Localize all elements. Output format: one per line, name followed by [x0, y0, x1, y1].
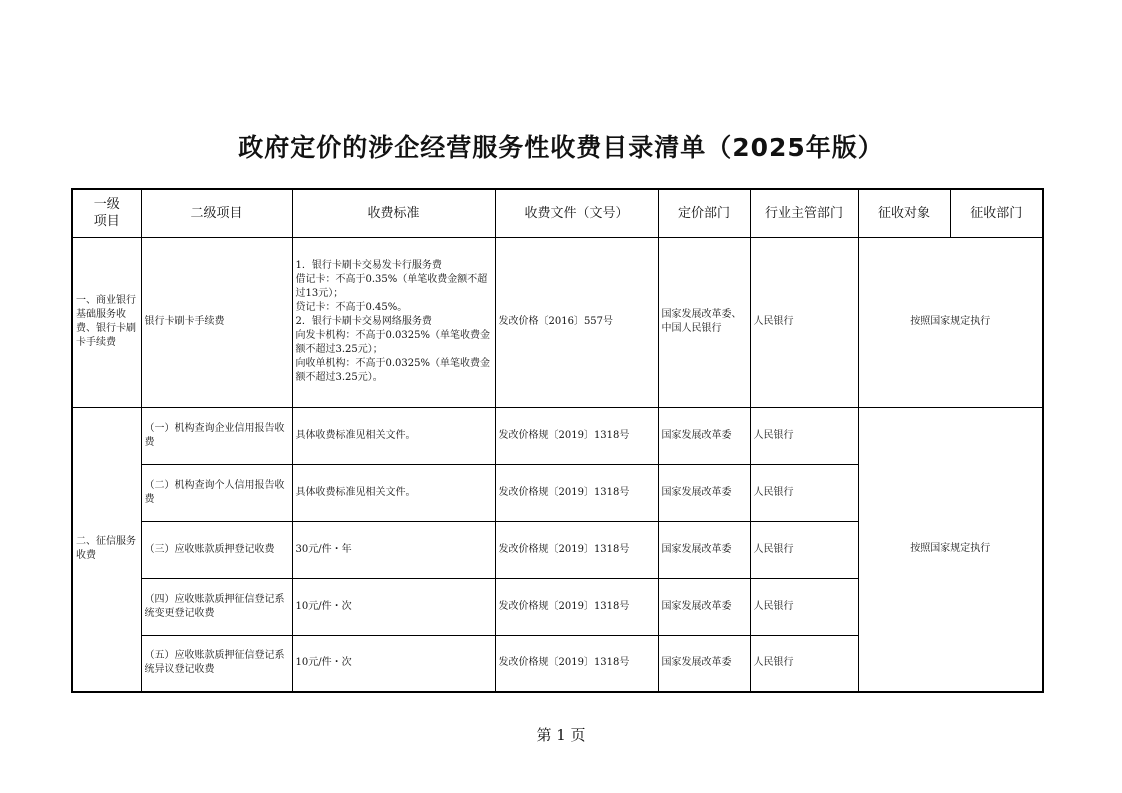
section2-level1: 二、征信服务收费	[72, 407, 141, 692]
row-level2: （五）应收账款质押征信登记系统异议登记收费	[141, 635, 292, 692]
row-level2: （三）应收账款质押登记收费	[141, 521, 292, 578]
standard-line: 借记卡：不高于0.35%（单笔收费金额不超过13元）；	[295, 274, 488, 299]
row-standard: 具体收费标准见相关文件。	[292, 464, 495, 521]
header-level1-text: 一级 项目	[93, 197, 120, 230]
row-document: 发改价格规〔2019〕1318号	[495, 407, 658, 464]
row-industry-dept: 人民银行	[750, 464, 858, 521]
row-level2: （一）机构查询企业信用报告收费	[141, 407, 292, 464]
section2-collect: 按照国家规定执行	[858, 407, 1043, 692]
section1-document: 发改价格〔2016〕557号	[495, 237, 658, 407]
row-pricing-dept: 国家发展改革委	[658, 635, 750, 692]
row-level2: （二）机构查询个人信用报告收费	[141, 464, 292, 521]
table-header-row	[72, 189, 1043, 237]
row-pricing-dept: 国家发展改革委	[658, 464, 750, 521]
standard-line: 向发卡机构：不高于0.0325%（单笔收费金额不超过3.25元）；	[295, 330, 490, 355]
header-level2: 二级项目	[141, 189, 292, 237]
row-document: 发改价格规〔2019〕1318号	[495, 578, 658, 635]
row-standard: 30元/件・年	[292, 521, 495, 578]
header-industry-dept: 行业主管部门	[750, 189, 858, 237]
row-pricing-dept: 国家发展改革委	[658, 578, 750, 635]
page-title: 政府定价的涉企经营服务性收费目录清单（2025年版）	[238, 133, 884, 162]
header-standard: 收费标准	[292, 189, 495, 237]
row-pricing-dept: 国家发展改革委	[658, 521, 750, 578]
row-standard: 10元/件・次	[292, 635, 495, 692]
page-number: 第 1 页	[536, 726, 586, 744]
section1-level1: 一、商业银行基础服务收费、银行卡刷卡手续费	[72, 237, 141, 407]
table-row	[72, 237, 1043, 407]
standard-line: 1．银行卡刷卡交易发卡行服务费	[295, 260, 442, 271]
row-industry-dept: 人民银行	[750, 407, 858, 464]
row-industry-dept: 人民银行	[750, 521, 858, 578]
row-standard: 10元/件・次	[292, 578, 495, 635]
standard-line: 向收单机构：不高于0.0325%（单笔收费金额不超过3.25元）。	[295, 358, 490, 383]
header-collect-target: 征收对象	[858, 189, 950, 237]
row-document: 发改价格规〔2019〕1318号	[495, 635, 658, 692]
row-level2: （四）应收账款质押征信登记系统变更登记收费	[141, 578, 292, 635]
row-document: 发改价格规〔2019〕1318号	[495, 464, 658, 521]
section1-industry-dept: 人民银行	[750, 237, 858, 407]
section1-level2: 银行卡刷卡手续费	[141, 237, 292, 407]
header-document: 收费文件（文号）	[495, 189, 658, 237]
header-level1	[72, 189, 141, 237]
header-collect-dept: 征收部门	[950, 189, 1043, 237]
standard-line: 贷记卡：不高于0.45%。	[295, 302, 408, 313]
row-document: 发改价格规〔2019〕1318号	[495, 521, 658, 578]
table-row	[72, 407, 1043, 464]
row-pricing-dept: 国家发展改革委	[658, 407, 750, 464]
section1-standard	[292, 237, 495, 407]
standard-line: 2．银行卡刷卡交易网络服务费	[295, 316, 432, 327]
section1-collect: 按照国家规定执行	[858, 237, 1043, 407]
row-industry-dept: 人民银行	[750, 578, 858, 635]
header-pricing-dept: 定价部门	[658, 189, 750, 237]
section1-pricing-dept: 国家发展改革委、中国人民银行	[658, 237, 750, 407]
fee-catalog-table	[71, 188, 1044, 693]
row-standard: 具体收费标准见相关文件。	[292, 407, 495, 464]
row-industry-dept: 人民银行	[750, 635, 858, 692]
